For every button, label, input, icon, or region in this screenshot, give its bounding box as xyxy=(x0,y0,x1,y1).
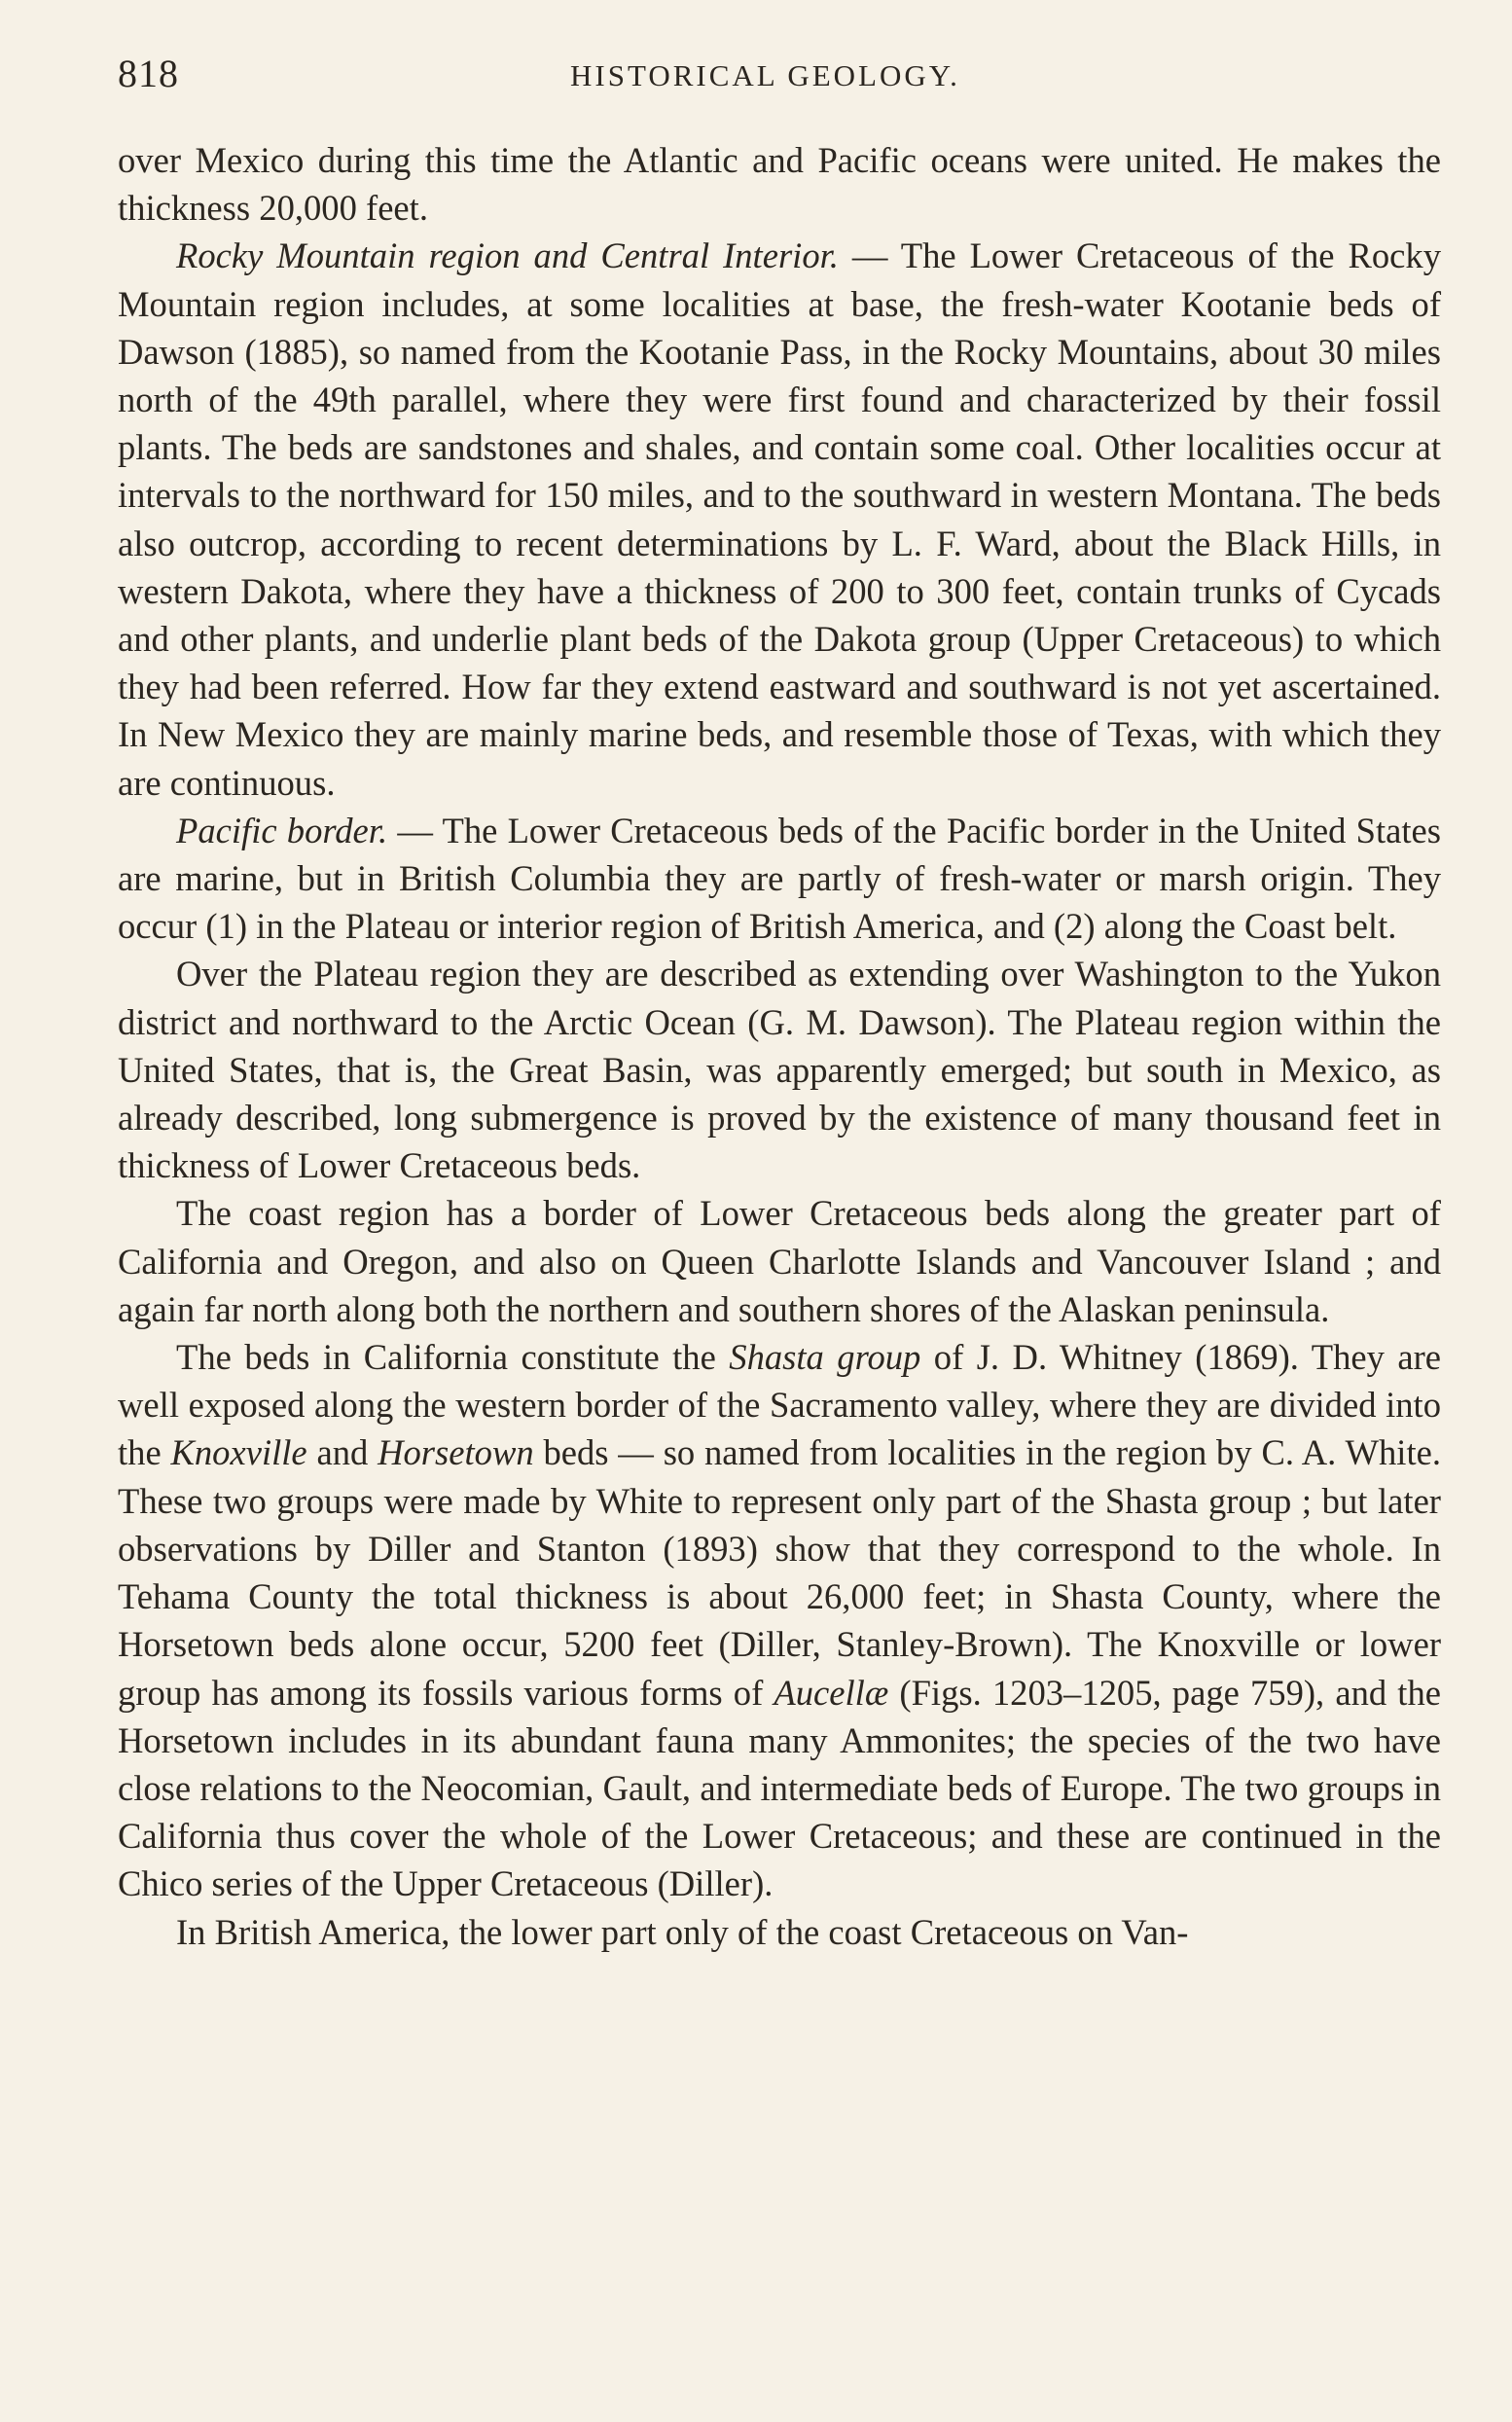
paragraph-text: The Lower Cretaceous of the Rocky Mountain region includes, at some localities at base, the fresh-water Kootanie beds of Dawson (1885), so named from the Kootanie Pass, in the Rocky Mountains, about 30 miles north of the 49th parallel, where they were first found and characterized by their fossil plants. The beds are sandstones and shales, and contain some coal. Other localities occur at intervals to the northward for 150 miles, and to the southward in western Montana. The beds also outcrop, according to recent determinations by L. F. Ward, about the Black Hills, in western Dakota, where they have a thickness of 200 to 300 feet, contain trunks of Cycads and other plants, and underlie plant beds of the Dakota group (Upper Cretaceous) to which they had been referred. How far they extend eastward and southward is not yet ascertained. In New Mexico they are mainly marine beds, and resemble those of Texas, with which they are continuous. xyxy=(118,235,1441,803)
text-segment: of J. D. Whitney (1869). They are well exposed along the western border of the Sacramento valley, where they are divided into the xyxy=(118,1337,1441,1473)
italic-term-shasta-group: Shasta group xyxy=(729,1337,921,1378)
text-segment: and xyxy=(306,1432,378,1473)
paragraph-continued xyxy=(118,136,1441,232)
paragraph-plateau-region xyxy=(118,950,1441,1189)
italic-term-horsetown: Horsetown xyxy=(378,1432,534,1473)
text-segment: The beds in California constitute the xyxy=(176,1337,730,1378)
em-dash: — xyxy=(838,235,901,276)
paragraph-text: The coast region has a border of Lower Cretaceous beds along the greater part of California and Oregon, and also on Queen Charlotte Islands and Vancouver Island ; and again far north along both the northern and southern shores of the Alaskan peninsula. xyxy=(118,1193,1441,1329)
paragraph-text: In British America, the lower part only of the coast Cretaceous on Van- xyxy=(176,1911,1189,1952)
paragraph-text: Over the Plateau region they are described as extending over Washington to the Yukon district and northward to the Arctic Ocean (G. M. Dawson). The Plateau region within the United States, that is, the Great Basin, was apparently emerged; but south in Mexico, as already described, long submergence is proved by the existence of many thousand feet in thickness of Lower Cretaceous beds. xyxy=(118,954,1441,1186)
paragraph-coast-region xyxy=(118,1189,1441,1333)
page-number: 818 xyxy=(118,52,179,95)
text-segment: beds — so named from localities in the region by C. A. White. These two groups were made by White to represent only part of the Shasta group ; but later observations by Diller and Stanton (1893) show that they correspond to the whole. In Tehama County the total thickness is about 26,000 feet; in Shasta County, where the Horsetown beds alone occur, 5200 feet (Diller, Stanley-Brown). The Knoxville or lower group has among its fossils various forms of xyxy=(118,1432,1441,1713)
section-heading: Pacific border. xyxy=(176,810,388,850)
body-text xyxy=(118,136,1441,1956)
paragraph-text: The Lower Cretaceous beds of the Pacific border in the United States are marine, but in British Columbia they are partly of fresh-water or marsh origin. They occur (1) in the Plateau or interior region of British America, and (2) along the Coast belt. xyxy=(118,810,1441,947)
italic-term-aucellae: Aucellæ xyxy=(774,1672,889,1713)
paragraph-california-beds xyxy=(118,1333,1441,1907)
paragraph-rocky-mountain xyxy=(118,232,1441,806)
paragraph-british-america xyxy=(118,1908,1441,1956)
em-dash: — xyxy=(387,810,443,850)
section-heading: Rocky Mountain region and Central Interior. xyxy=(176,235,839,276)
paragraph-pacific-border xyxy=(118,807,1441,951)
italic-term-knoxville: Knoxville xyxy=(170,1432,307,1473)
paragraph-text: over Mexico during this time the Atlantic and Pacific oceans were united. He makes the thickness 20,000 feet. xyxy=(118,140,1441,229)
running-head: HISTORICAL GEOLOGY. xyxy=(570,58,960,92)
page-header xyxy=(118,51,1441,99)
text-segment: (Figs. 1203–1205, page 759), and the Horsetown includes in its abundant fauna many Ammonites; the species of the two have close relations to the Neocomian, Gault, and intermediate beds of Europe. The two groups in California thus cover the whole of the Lower Cretaceous; and these are continued in the Chico series of the Upper Cretaceous (Diller). xyxy=(118,1672,1441,1904)
